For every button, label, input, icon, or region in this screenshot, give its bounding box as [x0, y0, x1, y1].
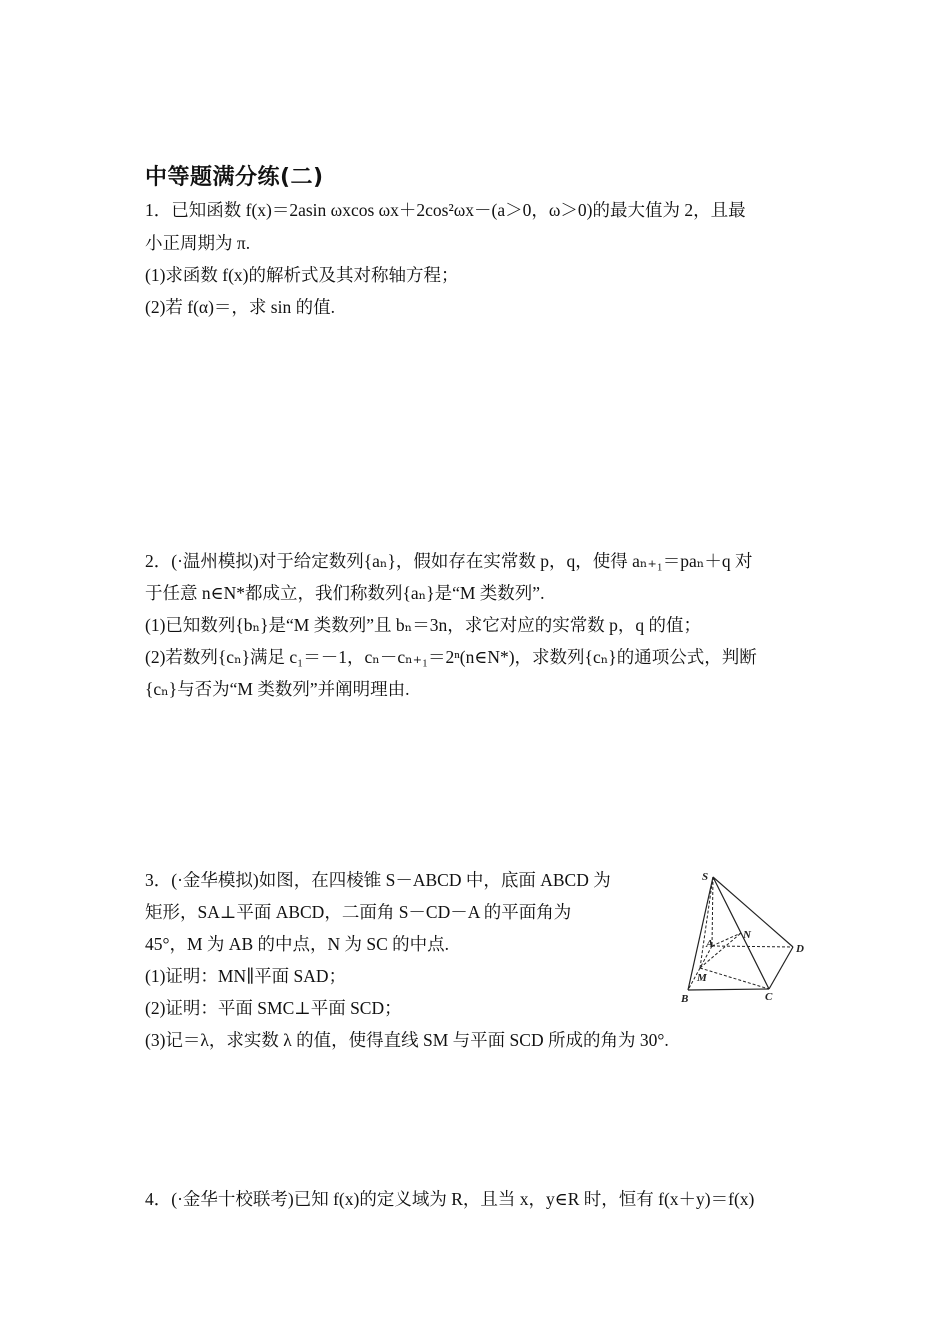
problem-3-line-1: 3．(·金华模拟)如图，在四棱锥 S－ABCD 中，底面 ABCD 为: [145, 870, 611, 890]
problem-1-line-1: 1．已知函数 f(x)＝2asin ωxcos ωx＋2cos²ωx－(a＞0，ω＞0)的最大值为 2，且最: [145, 200, 746, 220]
problem-1-part-1: (1)求函数 f(x)的解析式及其对称轴方程；: [145, 265, 459, 285]
problem-3-line-2: 矩形，SA⊥平面 ABCD，二面角 S－CD－A 的平面角为: [145, 902, 572, 922]
problem-3-line-3: 45°，M 为 AB 的中点，N 为 SC 的中点.: [145, 934, 450, 954]
problem-1-part-2: (2)若 f(α)＝，求 sin 的值.: [145, 297, 335, 317]
problem-2-line-1: 2．(·温州模拟)对于给定数列{aₙ}，假如存在实常数 p，q，使得 aₙ₊₁＝paₙ＋q 对: [145, 551, 753, 571]
figure-label-m: M: [697, 972, 707, 984]
problem-3-part-3: (3)记＝λ，求实数 λ 的值，使得直线 SM 与平面 SCD 所成的角为 30°.: [145, 1030, 669, 1050]
figure-label-a: A: [706, 938, 714, 950]
problem-4-line-1: 4．(·金华十校联考)已知 f(x)的定义域为 R，且当 x，y∈R 时，恒有 f(x＋y)＝f(x): [145, 1189, 755, 1209]
problem-2-line-2: 于任意 n∈N*都成立，我们称数列{aₙ}是“M 类数列”.: [145, 583, 545, 603]
problem-2-part-2: (2)若数列{cₙ}满足 c₁＝－1，cₙ－cₙ₊₁＝2ⁿ(n∈N*)，求数列{cₙ}的通项公式，判断: [145, 647, 757, 667]
problem-2-part-1: (1)已知数列{bₙ}是“M 类数列”且 bₙ＝3n，求它对应的实常数 p，q 的值；: [145, 615, 701, 635]
figure-label-s: S: [702, 871, 709, 883]
problem-1-line-2: 小正周期为 π.: [145, 233, 251, 253]
figure-label-d: D: [796, 943, 804, 955]
problem-3-part-2: (2)证明：平面 SMC⊥平面 SCD；: [145, 998, 402, 1018]
pyramid-figure: [676, 866, 814, 1008]
figure-label-b: B: [681, 993, 689, 1005]
page-title: 中等题满分练(二): [145, 165, 324, 190]
problem-2-part-2-cont: {cₙ}与否为“M 类数列”并阐明理由.: [145, 679, 410, 699]
figure-label-c: C: [765, 991, 773, 1003]
figure-label-n: N: [743, 929, 751, 941]
problem-3-part-1: (1)证明：MN∥平面 SAD；: [145, 966, 347, 986]
